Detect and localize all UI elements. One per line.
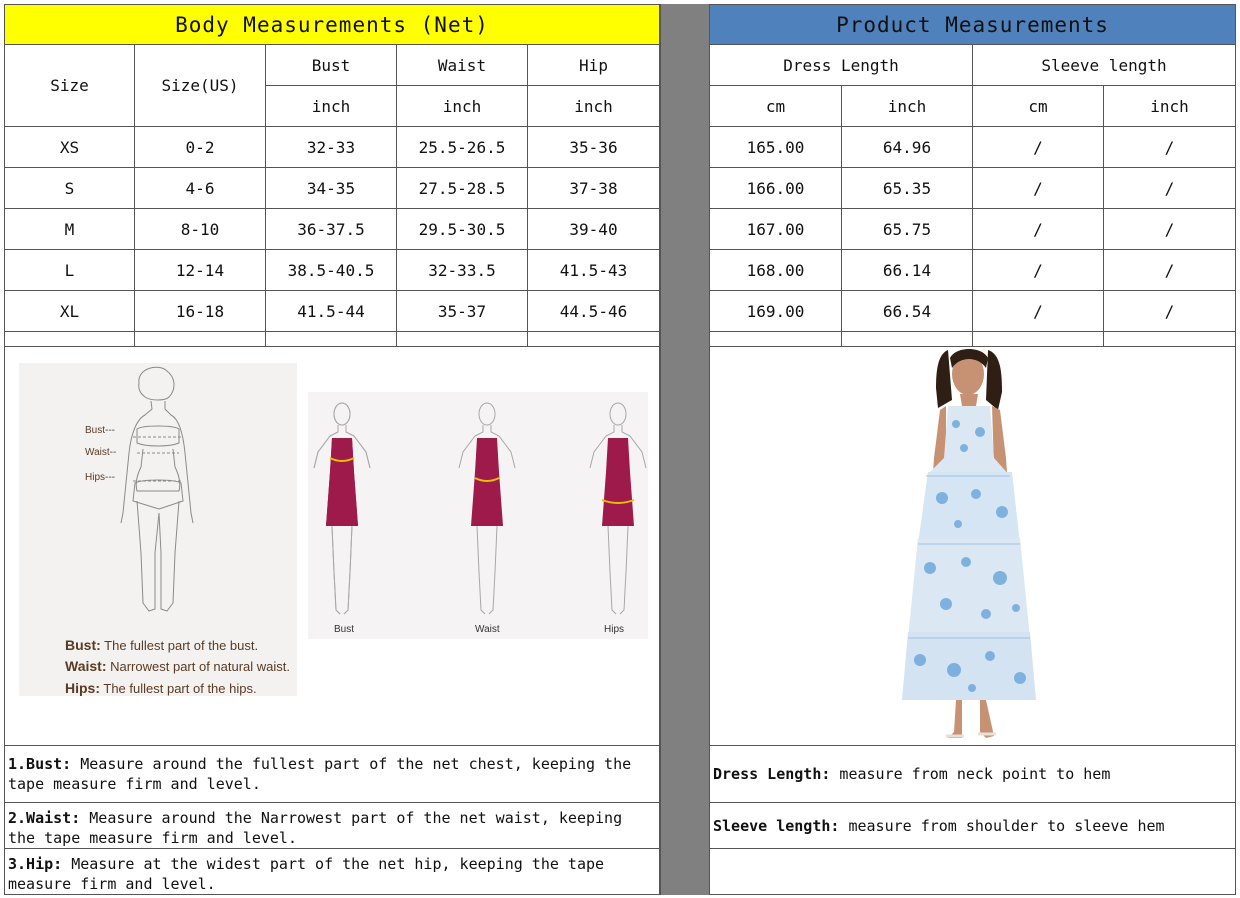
figure-label-waist: Waist (475, 624, 500, 635)
cell-hip: 41.5-43 (528, 250, 660, 291)
sketch-label-hips: Hips--- (85, 472, 115, 483)
unit-hip: inch (528, 86, 660, 127)
cell-bust: 41.5-44 (266, 291, 397, 332)
note-sleeve-length-text: measure from shoulder to sleeve hem (839, 816, 1165, 835)
definition-waist (65, 658, 290, 674)
definition-bust-term: Bust: (65, 637, 101, 653)
note-bust-term: 1.Bust: (8, 755, 72, 773)
figure-label-hips: Hips (604, 624, 625, 635)
cell-sleeve-cm: / (973, 168, 1104, 209)
unit-sleeve-cm: cm (973, 86, 1104, 127)
definition-waist-term: Waist: (65, 658, 107, 674)
empty-row-cell (397, 332, 528, 347)
cell-size: L (4, 250, 135, 291)
empty-row-cell (135, 332, 266, 347)
cell-bust: 34-35 (266, 168, 397, 209)
note-waist-term: 2.Waist: (8, 809, 81, 827)
cell-hip: 39-40 (528, 209, 660, 250)
definition-bust-text: The fullest part of the bust. (104, 638, 259, 653)
cell-bust: 38.5-40.5 (266, 250, 397, 291)
sketch-label-bust: Bust--- (85, 425, 115, 436)
body-sketch-card (19, 363, 297, 696)
cell-waist: 32-33.5 (397, 250, 528, 291)
note-hip-term: 3.Hip: (8, 855, 63, 873)
empty-row-cell (973, 332, 1104, 347)
body-sketch-illustration (19, 363, 297, 623)
cell-size: XL (4, 291, 135, 332)
note-sleeve-length-term: Sleeve length: (713, 816, 840, 835)
figure-label-bust: Bust (334, 624, 355, 635)
note-sleeve-length (710, 803, 1236, 849)
unit-length-inch: inch (842, 86, 973, 127)
product-table-title: Product Measurements (710, 4, 1236, 45)
header-size-us: Size(US) (135, 45, 266, 127)
header-size: Size (4, 45, 135, 127)
measuring-figures-illustration (308, 392, 648, 622)
cell-size-us: 4-6 (135, 168, 266, 209)
cell-sleeve-inch: / (1104, 291, 1236, 332)
header-waist: Waist (397, 45, 528, 86)
empty-row-cell (528, 332, 660, 347)
empty-row-cell (710, 332, 842, 347)
sketch-label-waist: Waist-- (85, 447, 117, 458)
cell-sleeve-inch: / (1104, 168, 1236, 209)
definition-waist-text: Narrowest part of natural waist. (110, 659, 291, 674)
definition-hips (65, 680, 257, 696)
cell-sleeve-cm: / (973, 291, 1104, 332)
cell-length-inch: 65.75 (842, 209, 973, 250)
header-hip: Hip (528, 45, 660, 86)
cell-size: S (4, 168, 135, 209)
cell-bust: 36-37.5 (266, 209, 397, 250)
empty-row-cell (1104, 332, 1236, 347)
cell-length-inch: 66.14 (842, 250, 973, 291)
empty-row-cell (4, 332, 135, 347)
cell-length-cm: 169.00 (710, 291, 842, 332)
cell-size-us: 0-2 (135, 127, 266, 168)
note-dress-length-text: measure from neck point to hem (830, 765, 1111, 783)
cell-sleeve-inch: / (1104, 127, 1236, 168)
note-waist-text: Measure around the Narrowest part of the net waist, keeping the tape measure firm and level. (8, 809, 623, 847)
cell-hip: 35-36 (528, 127, 660, 168)
unit-bust: inch (266, 86, 397, 127)
header-dress-length: Dress Length (710, 45, 973, 86)
cell-waist: 29.5-30.5 (397, 209, 528, 250)
product-photo (890, 348, 1050, 743)
cell-length-cm: 168.00 (710, 250, 842, 291)
note-hip (4, 849, 660, 895)
cell-sleeve-cm: / (973, 209, 1104, 250)
note-bust-text: Measure around the fullest part of the net chest, keeping the tape measure firm and level. (8, 755, 632, 793)
cell-sleeve-inch: / (1104, 209, 1236, 250)
empty-row-cell (842, 332, 973, 347)
header-sleeve-length: Sleeve length (973, 45, 1236, 86)
divider-column (660, 4, 710, 895)
note-dress-length-term: Dress Length: (713, 765, 831, 783)
dress-print (902, 406, 1036, 700)
cell-size: XS (4, 127, 135, 168)
header-bust: Bust (266, 45, 397, 86)
note-bust (4, 746, 660, 803)
cell-size-us: 16-18 (135, 291, 266, 332)
cell-sleeve-inch: / (1104, 250, 1236, 291)
cell-hip: 37-38 (528, 168, 660, 209)
unit-length-cm: cm (710, 86, 842, 127)
cell-waist: 35-37 (397, 291, 528, 332)
cell-length-inch: 66.54 (842, 291, 973, 332)
cell-waist: 27.5-28.5 (397, 168, 528, 209)
note-dress-length (710, 746, 1236, 803)
unit-sleeve-inch: inch (1104, 86, 1236, 127)
cell-size: M (4, 209, 135, 250)
cell-hip: 44.5-46 (528, 291, 660, 332)
note-empty (710, 849, 1236, 895)
cell-sleeve-cm: / (973, 127, 1104, 168)
cell-length-inch: 64.96 (842, 127, 973, 168)
note-waist (4, 803, 660, 849)
definition-bust (65, 637, 258, 653)
cell-length-cm: 167.00 (710, 209, 842, 250)
cell-waist: 25.5-26.5 (397, 127, 528, 168)
cell-size-us: 8-10 (135, 209, 266, 250)
empty-row-cell (266, 332, 397, 347)
definition-hips-term: Hips: (65, 680, 100, 696)
cell-bust: 32-33 (266, 127, 397, 168)
cell-length-inch: 65.35 (842, 168, 973, 209)
cell-length-cm: 165.00 (710, 127, 842, 168)
definition-hips-text: The fullest part of the hips. (103, 681, 257, 696)
cell-length-cm: 166.00 (710, 168, 842, 209)
measuring-figures-card (308, 392, 648, 639)
cell-size-us: 12-14 (135, 250, 266, 291)
body-table-title: Body Measurements (Net) (4, 4, 660, 45)
unit-waist: inch (397, 86, 528, 127)
note-hip-text: Measure at the widest part of the net hip, keeping the tape measure firm and level. (8, 855, 605, 893)
cell-sleeve-cm: / (973, 250, 1104, 291)
